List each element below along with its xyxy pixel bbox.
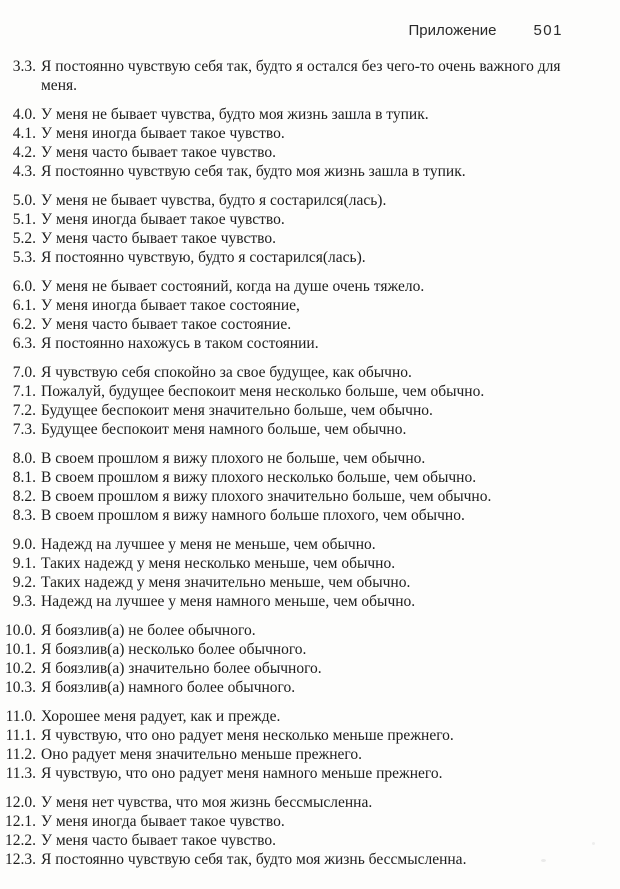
item-text: У меня иногда бывает такое чувство. <box>41 125 285 142</box>
item-text: Я постоянно нахожусь в таком состоянии. <box>41 335 319 352</box>
list-item <box>0 105 563 124</box>
item-text: Надежд на лучшее у меня намного меньше, чем обычно. <box>41 593 416 610</box>
list-item <box>0 468 563 487</box>
item-text: У меня нет чувства, что моя жизнь бессмысленна. <box>41 794 373 811</box>
running-header-title: Приложение <box>408 22 497 39</box>
item-text: Пожалуй, будущее беспокоит меня несколько больше, чем обычно. <box>41 383 485 400</box>
question-group <box>0 621 563 697</box>
item-text: Я чувствую, что оно радует меня намного меньше прежнего. <box>41 765 443 782</box>
item-number: 12.1. <box>5 813 36 830</box>
question-group <box>0 449 563 525</box>
item-number: 3.3. <box>12 58 36 75</box>
item-text: Я чувствую себя спокойно за свое будущее, как обычно. <box>41 364 412 381</box>
list-item <box>0 315 563 334</box>
item-text: Я постоянно чувствую себя так, будто моя жизнь зашла в тупик. <box>41 163 466 180</box>
list-item <box>0 831 563 850</box>
list-item <box>0 850 563 869</box>
item-text: Хорошее меня радует, как и прежде. <box>41 708 281 725</box>
item-number: 9.0. <box>12 536 36 553</box>
item-text: У меня не бывает чувства, будто моя жизнь зашла в тупик. <box>41 106 429 123</box>
list-item <box>0 277 563 296</box>
list-item <box>0 678 563 697</box>
item-text: В своем прошлом я вижу плохого значительно больше, чем обычно. <box>41 488 492 505</box>
list-item <box>0 191 563 210</box>
item-text: Я постоянно чувствую себя так, будто моя жизнь бессмысленна. <box>41 851 467 868</box>
item-number: 7.3. <box>12 421 36 438</box>
item-number: 10.0. <box>5 622 36 639</box>
item-number: 5.2. <box>12 230 36 247</box>
list-item <box>0 401 563 420</box>
item-number: 9.3. <box>12 593 36 610</box>
running-header <box>0 22 563 39</box>
item-number: 8.1. <box>12 469 36 486</box>
item-number: 10.2. <box>5 660 36 677</box>
item-text: У меня иногда бывает такое чувство. <box>41 813 285 830</box>
item-text: У меня часто бывает такое чувство. <box>41 832 276 849</box>
item-number: 11.3. <box>5 765 36 782</box>
item-text: У меня часто бывает такое чувство. <box>41 230 276 247</box>
list-item <box>0 143 563 162</box>
list-item <box>0 449 563 468</box>
item-number: 5.3. <box>12 249 36 266</box>
item-number: 8.3. <box>12 507 36 524</box>
item-text: Я постоянно чувствую себя так, будто я остался без чего-то очень важного для меня. <box>41 58 561 94</box>
item-number: 10.1. <box>5 641 36 658</box>
list-item <box>0 506 563 525</box>
item-number: 9.1. <box>12 555 36 572</box>
question-group <box>0 57 563 95</box>
item-number: 4.1. <box>12 125 36 142</box>
item-number: 8.0. <box>12 450 36 467</box>
item-text: Оно радует меня значительно меньше прежнего. <box>41 746 362 763</box>
list-item <box>0 535 563 554</box>
item-number: 6.3. <box>12 335 36 352</box>
list-item <box>0 57 563 95</box>
list-item <box>0 659 563 678</box>
list-item <box>0 621 563 640</box>
item-text: Надежд на лучшее у меня не меньше, чем обычно. <box>41 536 376 553</box>
item-text: Таких надежд у меня значительно меньше, чем обычно. <box>41 574 411 591</box>
item-text: В своем прошлом я вижу намного больше плохого, чем обычно. <box>41 507 465 524</box>
item-number: 7.0. <box>12 364 36 381</box>
item-text: У меня не бывает чувства, будто я состарился(лась). <box>41 192 387 209</box>
item-number: 5.0. <box>12 192 36 209</box>
item-text: Будущее беспокоит меня значительно больше, чем обычно. <box>41 402 433 419</box>
list-item <box>0 420 563 439</box>
item-text: У меня иногда бывает такое чувство. <box>41 211 285 228</box>
item-text: В своем прошлом я вижу плохого несколько больше, чем обычно. <box>41 469 477 486</box>
question-group <box>0 363 563 439</box>
item-text: Я боязлив(а) несколько более обычного. <box>41 641 307 658</box>
list-item <box>0 726 563 745</box>
list-item <box>0 793 563 812</box>
item-number: 11.0. <box>5 708 36 725</box>
item-number: 5.1. <box>12 211 36 228</box>
item-text: Я боязлив(а) намного более обычного. <box>41 679 296 696</box>
item-text: У меня иногда бывает такое состояние, <box>41 297 300 314</box>
list-item <box>0 707 563 726</box>
item-number: 6.2. <box>12 316 36 333</box>
scan-artifact <box>592 842 595 845</box>
item-text: Таких надежд у меня несколько меньше, чем обычно. <box>41 555 396 572</box>
question-group <box>0 535 563 611</box>
item-text: У меня часто бывает такое чувство. <box>41 144 276 161</box>
item-text: Я боязлив(а) не более обычного. <box>41 622 256 639</box>
item-text: Будущее беспокоит меня намного больше, чем обычно. <box>41 421 407 438</box>
list-item <box>0 745 563 764</box>
item-number: 12.0. <box>5 794 36 811</box>
list-item <box>0 296 563 315</box>
question-group <box>0 707 563 783</box>
list-item <box>0 162 563 181</box>
questionnaire-items-list <box>0 57 563 869</box>
list-item <box>0 382 563 401</box>
item-text: В своем прошлом я вижу плохого не больше, чем обычно. <box>41 450 426 467</box>
list-item <box>0 573 563 592</box>
list-item <box>0 812 563 831</box>
list-item <box>0 229 563 248</box>
item-number: 12.3. <box>5 851 36 868</box>
list-item <box>0 210 563 229</box>
list-item <box>0 554 563 573</box>
item-text: Я боязлив(а) значительно более обычного. <box>41 660 322 677</box>
item-number: 4.3. <box>12 163 36 180</box>
item-number: 7.1. <box>12 383 36 400</box>
item-number: 6.1. <box>12 297 36 314</box>
list-item <box>0 640 563 659</box>
list-item <box>0 592 563 611</box>
question-group <box>0 105 563 181</box>
list-item <box>0 334 563 353</box>
page-number: 501 <box>533 22 563 39</box>
item-number: 8.2. <box>12 488 36 505</box>
list-item <box>0 248 563 267</box>
question-group <box>0 191 563 267</box>
item-text: У меня не бывает состояний, когда на душе очень тяжело. <box>41 278 425 295</box>
question-group <box>0 277 563 353</box>
item-text: Я постоянно чувствую, будто я состарился(лась). <box>41 249 366 266</box>
item-number: 7.2. <box>12 402 36 419</box>
item-number: 9.2. <box>12 574 36 591</box>
item-number: 11.1. <box>5 727 36 744</box>
item-number: 4.2. <box>12 144 36 161</box>
item-number: 10.3. <box>5 679 36 696</box>
list-item <box>0 487 563 506</box>
scan-artifact <box>541 859 546 862</box>
item-text: У меня часто бывает такое состояние. <box>41 316 292 333</box>
question-group <box>0 793 563 869</box>
item-number: 4.0. <box>12 106 36 123</box>
item-number: 6.0. <box>12 278 36 295</box>
list-item <box>0 124 563 143</box>
item-number: 12.2. <box>5 832 36 849</box>
list-item <box>0 363 563 382</box>
list-item <box>0 764 563 783</box>
item-text: Я чувствую, что оно радует меня несколько меньше прежнего. <box>41 727 454 744</box>
item-number: 11.2. <box>5 746 36 763</box>
